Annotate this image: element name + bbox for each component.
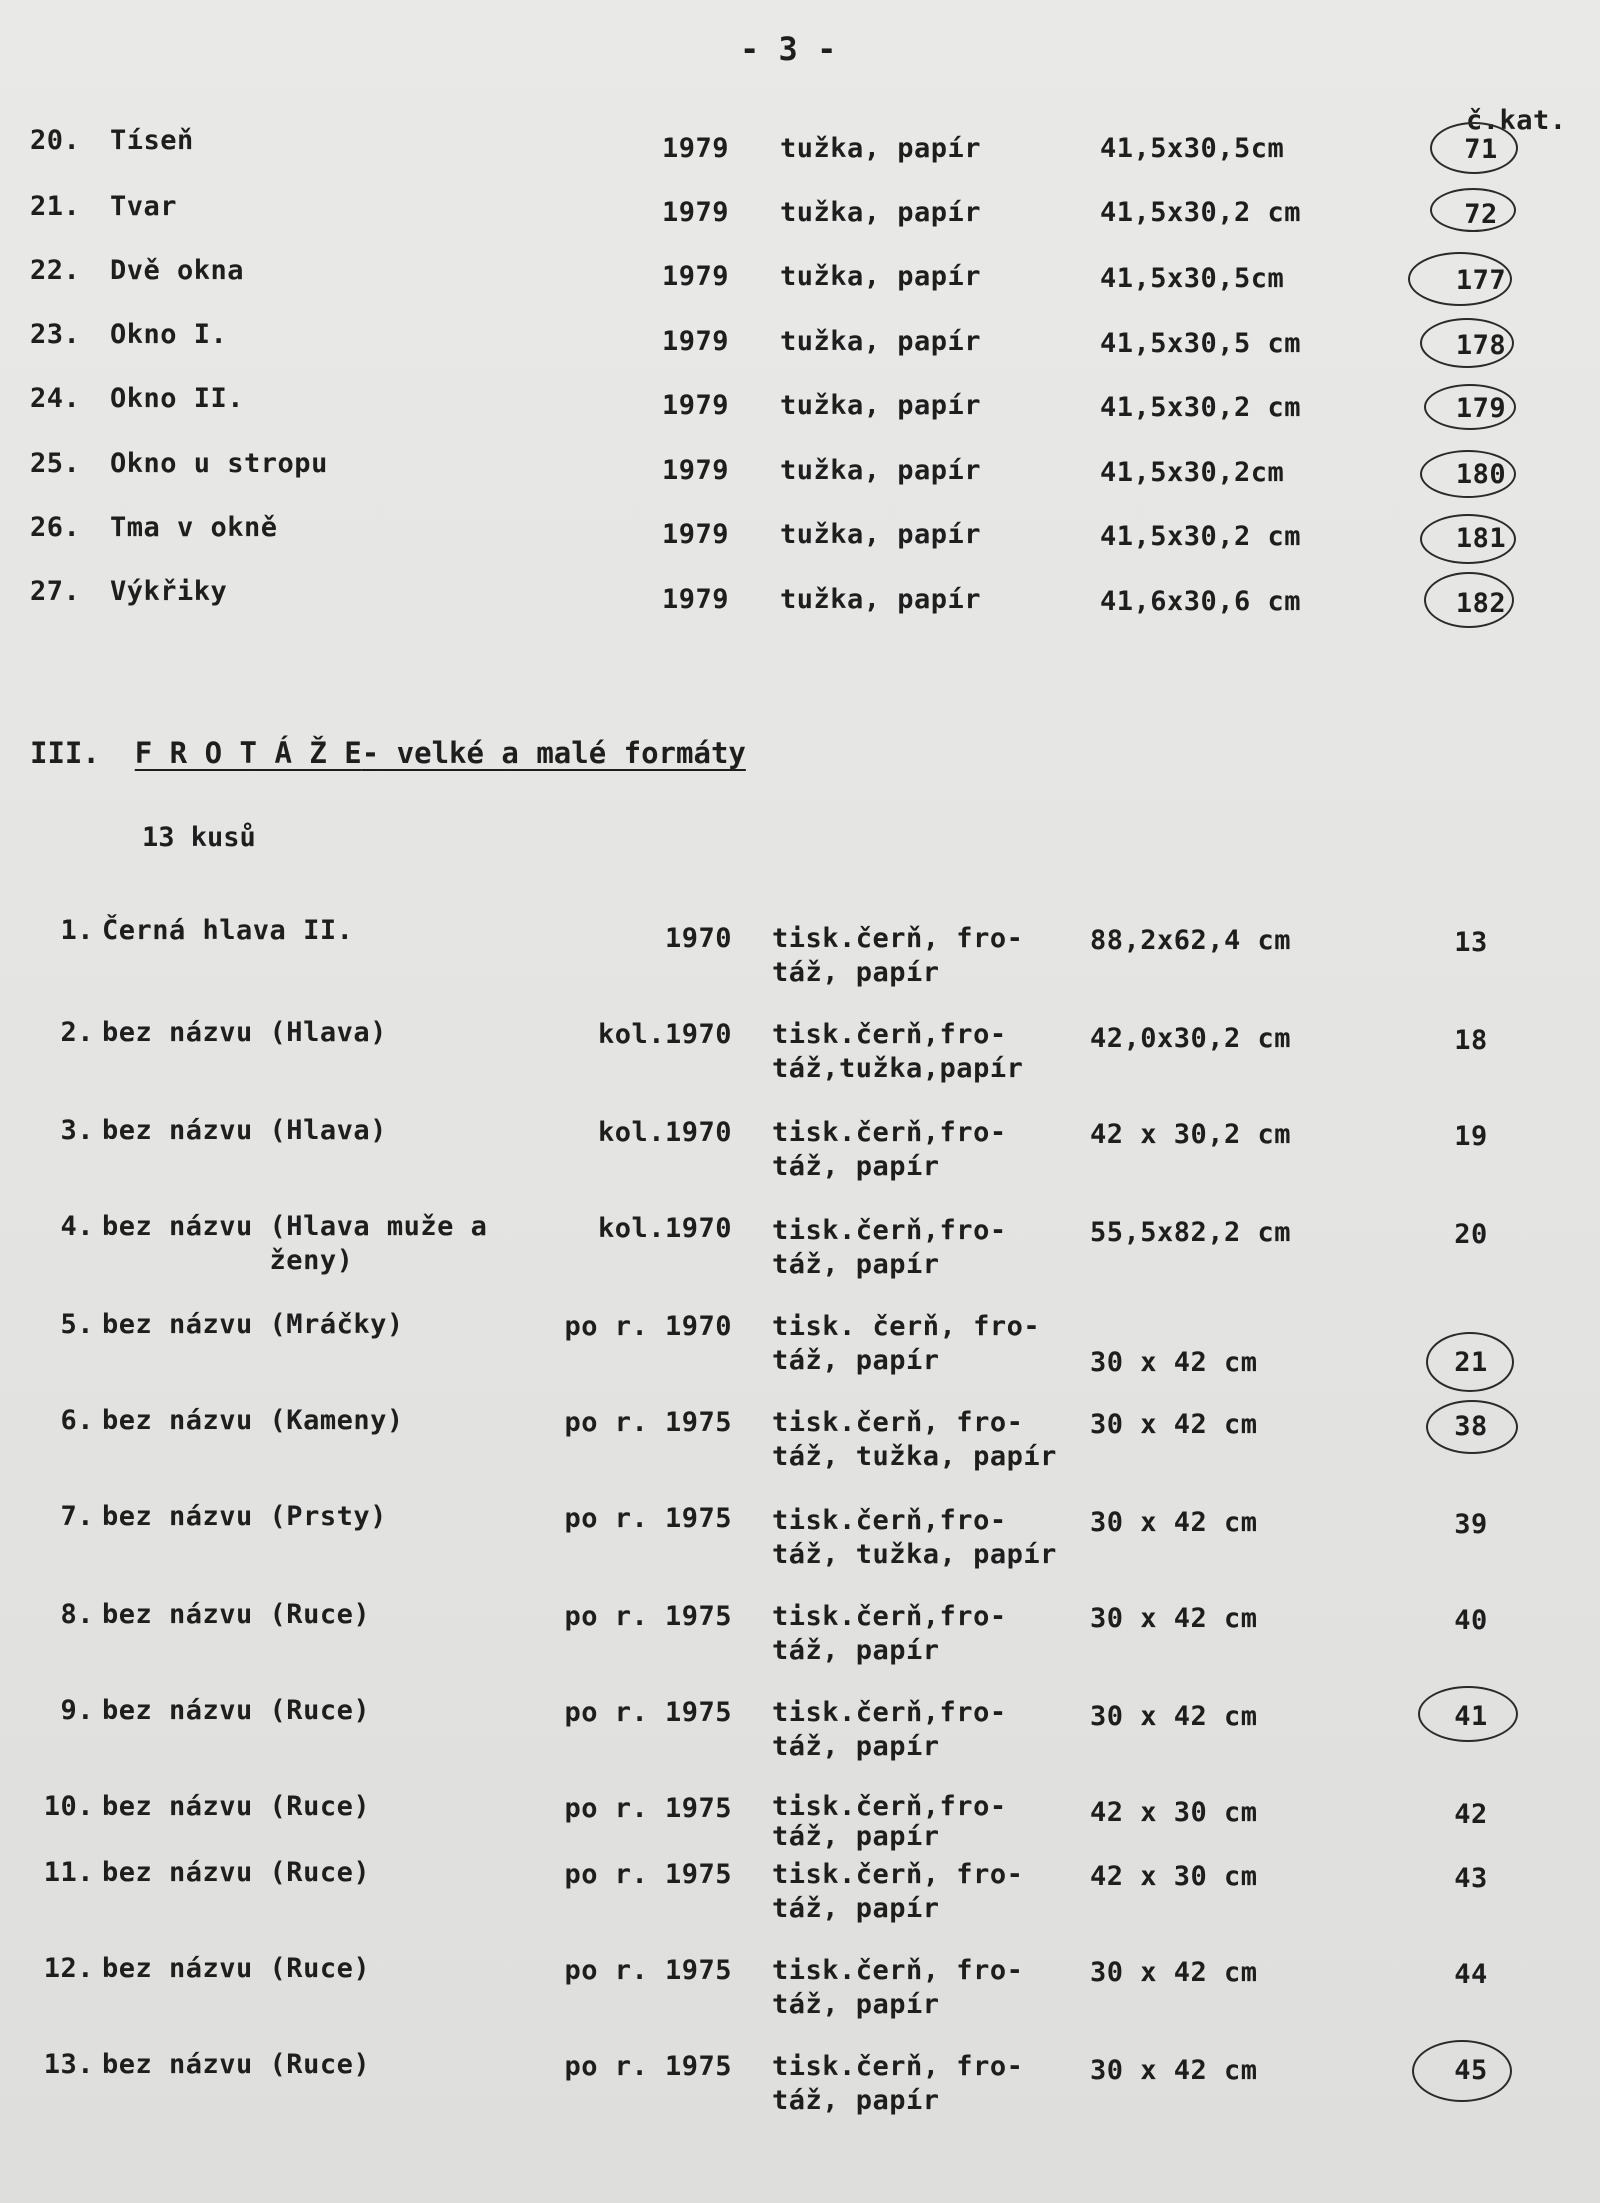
item-number: 12. <box>43 1953 94 1984</box>
item-title: Okno I. <box>110 319 228 350</box>
item-catalog-number: 21 <box>1454 1347 1488 1378</box>
item-year: po r. 1970 <box>564 1311 732 1342</box>
circled-mark-icon <box>1412 2040 1512 2102</box>
item-year: po r. 1975 <box>564 1955 732 1986</box>
item-year: 1979 <box>662 455 730 486</box>
item-title: bez názvu (Mráčky) <box>102 1309 404 1340</box>
item-catalog-number: 20 <box>1454 1219 1488 1250</box>
item-number: 25. <box>30 448 81 479</box>
item-catalog-number: 44 <box>1454 1959 1488 1990</box>
item-year: 1979 <box>662 133 730 164</box>
item-title: bez názvu (Hlava) <box>102 1017 387 1048</box>
circled-mark-icon <box>1420 450 1516 498</box>
item-title: bez názvu (Hlava muže a ženy) <box>102 1211 488 1276</box>
item-title: bez názvu (Ruce) <box>102 1953 371 1984</box>
page-number: - 3 - <box>740 30 837 68</box>
item-year: po r. 1975 <box>564 1697 732 1728</box>
item-technique: tisk.čerň,fro- táž, papír <box>772 1791 1007 1852</box>
item-year: kol.1970 <box>597 1213 732 1244</box>
item-technique: tužka, papír <box>780 519 982 550</box>
item-size: 42,0x30,2 cm <box>1090 1023 1292 1054</box>
item-catalog-number: 181 <box>1455 523 1507 554</box>
item-technique: tužka, papír <box>780 261 982 292</box>
item-size: 41,5x30,2 cm <box>1100 197 1302 228</box>
section-count: 13 kusů <box>142 822 256 853</box>
item-technique: tužka, papír <box>780 326 982 357</box>
item-year: 1970 <box>664 923 732 954</box>
item-size: 55,5x82,2 cm <box>1090 1217 1292 1248</box>
item-technique: tisk.čerň,fro- táž, tužka, papír <box>772 1505 1057 1570</box>
item-technique: tisk.čerň,fro- táž, papír <box>772 1697 1007 1762</box>
item-number: 22. <box>30 255 81 286</box>
circled-mark-icon <box>1424 384 1516 430</box>
item-catalog-number: 41 <box>1454 1701 1488 1732</box>
item-title: bez názvu (Ruce) <box>102 1599 371 1630</box>
item-year: po r. 1975 <box>564 1601 732 1632</box>
item-number: 13. <box>43 2049 94 2080</box>
item-number: 6. <box>60 1405 94 1436</box>
item-catalog-number: 177 <box>1455 265 1507 296</box>
circled-mark-icon <box>1420 318 1514 368</box>
item-number: 7. <box>60 1501 94 1532</box>
item-title: Výkřiky <box>110 576 228 607</box>
item-title: bez názvu (Ruce) <box>102 1857 371 1888</box>
item-title: Tvar <box>110 191 178 222</box>
item-catalog-number: 13 <box>1454 927 1488 958</box>
section-heading <box>30 736 746 770</box>
item-catalog-number: 178 <box>1455 330 1507 361</box>
item-size: 41,5x30,5 cm <box>1100 328 1302 359</box>
item-size: 30 x 42 cm <box>1090 1347 1258 1378</box>
item-catalog-number: 182 <box>1455 588 1507 619</box>
item-title: Černá hlava II. <box>102 915 354 946</box>
item-technique: tisk.čerň, fro- táž, papír <box>772 923 1024 988</box>
item-technique: tisk.čerň,fro- táž, papír <box>772 1215 1007 1280</box>
item-catalog-number: 38 <box>1454 1411 1488 1442</box>
item-catalog-number: 18 <box>1454 1025 1488 1056</box>
item-number: 24. <box>30 383 81 414</box>
item-size: 30 x 42 cm <box>1090 1957 1258 1988</box>
item-number: 27. <box>30 576 81 607</box>
item-title: bez názvu (Ruce) <box>102 1695 371 1726</box>
item-number: 20. <box>30 125 81 156</box>
item-number: 9. <box>60 1695 94 1726</box>
item-year: po r. 1975 <box>564 1793 732 1824</box>
item-number: 26. <box>30 512 81 543</box>
item-size: 42 x 30 cm <box>1090 1797 1258 1828</box>
item-catalog-number: 45 <box>1454 2055 1488 2086</box>
item-year: po r. 1975 <box>564 2051 732 2082</box>
item-number: 3. <box>60 1115 94 1146</box>
item-title: bez názvu (Prsty) <box>102 1501 387 1532</box>
item-catalog-number: 43 <box>1454 1863 1488 1894</box>
item-size: 88,2x62,4 cm <box>1090 925 1292 956</box>
item-technique: tužka, papír <box>780 390 982 421</box>
item-technique: tužka, papír <box>780 584 982 615</box>
item-year: 1979 <box>662 390 730 421</box>
section-subtitle: - velké a malé formáty <box>361 736 746 770</box>
item-title: Okno u stropu <box>110 448 328 479</box>
item-number: 11. <box>43 1857 94 1888</box>
circled-mark-icon <box>1426 1400 1518 1454</box>
circled-mark-icon <box>1426 1332 1514 1392</box>
item-technique: tužka, papír <box>780 197 982 228</box>
item-year: 1979 <box>662 326 730 357</box>
item-size: 41,6x30,6 cm <box>1100 586 1302 617</box>
item-title: Dvě okna <box>110 255 245 286</box>
item-year: po r. 1975 <box>564 1859 732 1890</box>
item-number: 8. <box>60 1599 94 1630</box>
item-title: Okno II. <box>110 383 245 414</box>
item-year: po r. 1975 <box>564 1407 732 1438</box>
item-title: bez názvu (Hlava) <box>102 1115 387 1146</box>
circled-mark-icon <box>1408 252 1512 306</box>
circled-mark-icon <box>1418 1686 1518 1742</box>
item-title: Tíseň <box>110 125 194 156</box>
item-size: 42 x 30 cm <box>1090 1861 1258 1892</box>
item-year: 1979 <box>662 197 730 228</box>
item-year: po r. 1975 <box>564 1503 732 1534</box>
item-catalog-number: 180 <box>1455 459 1507 490</box>
section-title: F R O T Á Ž E <box>134 736 362 770</box>
item-number: 21. <box>30 191 81 222</box>
item-size: 41,5x30,5cm <box>1100 263 1285 294</box>
item-technique: tisk. čerň, fro- táž, papír <box>772 1311 1041 1376</box>
item-number: 10. <box>43 1791 94 1822</box>
item-size: 41,5x30,5cm <box>1100 133 1285 164</box>
item-catalog-number: 39 <box>1454 1509 1488 1540</box>
item-number: 23. <box>30 319 81 350</box>
item-year: kol.1970 <box>597 1019 732 1050</box>
circled-mark-icon <box>1430 122 1518 174</box>
item-year: 1979 <box>662 261 730 292</box>
item-catalog-number: 19 <box>1454 1121 1488 1152</box>
item-technique: tisk.čerň,fro- táž, papír <box>772 1601 1007 1666</box>
item-catalog-number: 40 <box>1454 1605 1488 1636</box>
item-technique: tisk.čerň, fro- táž, papír <box>772 2051 1024 2116</box>
item-catalog-number: 179 <box>1455 393 1507 424</box>
item-title: Tma v okně <box>110 512 278 543</box>
item-number: 2. <box>60 1017 94 1048</box>
item-size: 41,5x30,2cm <box>1100 457 1285 488</box>
circled-mark-icon <box>1420 514 1516 564</box>
item-year: 1979 <box>662 584 730 615</box>
item-title: bez názvu (Kameny) <box>102 1405 404 1436</box>
item-number: 1. <box>60 915 94 946</box>
item-size: 30 x 42 cm <box>1090 1409 1258 1440</box>
item-size: 30 x 42 cm <box>1090 1701 1258 1732</box>
circled-mark-icon <box>1430 188 1516 232</box>
item-technique: tisk.čerň,fro- táž,tužka,papír <box>772 1019 1024 1084</box>
item-year: kol.1970 <box>597 1117 732 1148</box>
section-roman-numeral: III. <box>30 736 100 770</box>
item-number: 4. <box>60 1211 94 1242</box>
item-technique: tužka, papír <box>780 133 982 164</box>
circled-mark-icon <box>1424 572 1514 628</box>
catalog-number-header: č.kat. <box>1466 105 1567 136</box>
item-technique: tužka, papír <box>780 455 982 486</box>
item-technique: tisk.čerň,fro- táž, papír <box>772 1117 1007 1182</box>
item-size: 30 x 42 cm <box>1090 2055 1258 2086</box>
item-size: 41,5x30,2 cm <box>1100 392 1302 423</box>
item-catalog-number: 42 <box>1454 1799 1488 1830</box>
item-technique: tisk.čerň, fro- táž, papír <box>772 1955 1024 2020</box>
item-title: bez názvu (Ruce) <box>102 1791 371 1822</box>
item-technique: tisk.čerň, fro- táž, papír <box>772 1859 1024 1924</box>
item-size: 30 x 42 cm <box>1090 1603 1258 1634</box>
item-size: 41,5x30,2 cm <box>1100 521 1302 552</box>
item-number: 5. <box>60 1309 94 1340</box>
item-catalog-number: 72 <box>1464 199 1498 230</box>
item-year: 1979 <box>662 519 730 550</box>
item-catalog-number: 71 <box>1464 134 1498 165</box>
item-size: 42 x 30,2 cm <box>1090 1119 1292 1150</box>
item-size: 30 x 42 cm <box>1090 1507 1258 1538</box>
item-title: bez názvu (Ruce) <box>102 2049 371 2080</box>
item-technique: tisk.čerň, fro- táž, tužka, papír <box>772 1407 1057 1472</box>
